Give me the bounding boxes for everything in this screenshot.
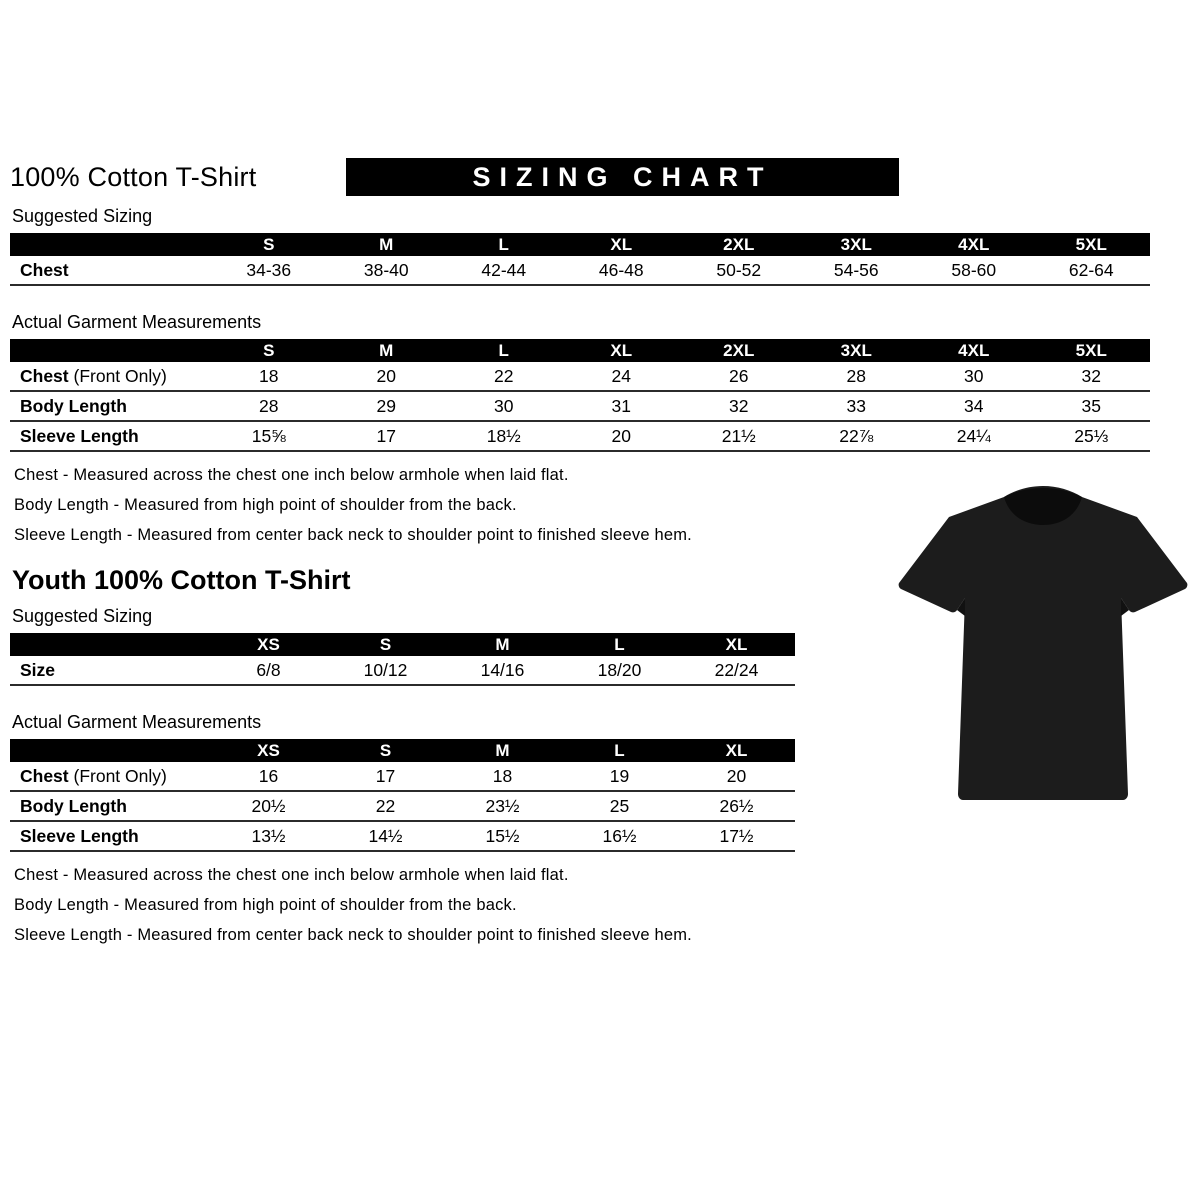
size-column-header: 2XL [680,233,798,256]
row-label: Size [10,656,210,685]
measurement-value: 20 [563,421,681,451]
row-label: Body Length [10,791,210,821]
row-label: Chest (Front Only) [10,762,210,791]
measurement-value: 10/12 [327,656,444,685]
size-column-header: M [328,233,446,256]
measurement-value: 31 [563,391,681,421]
measurement-value: 20 [678,762,795,791]
measurement-value: 26½ [678,791,795,821]
measurement-value: 24¼ [915,421,1033,451]
size-column-header: L [561,739,678,762]
youth-suggested-sizing-label: Suggested Sizing [12,606,153,626]
table-corner-cell [10,739,210,762]
note-chest: Chest - Measured across the chest one inch below armhole when laid flat. [14,866,569,884]
size-column-header: M [444,739,561,762]
tshirt-illustration [893,470,1193,830]
size-column-header: 3XL [798,233,916,256]
note-body-length: Body Length - Measured from high point of shoulder from the back. [14,496,517,514]
measurement-value: 35 [1033,391,1151,421]
table-row [10,391,1150,421]
size-column-header: XL [563,233,681,256]
measurement-value: 30 [915,362,1033,391]
size-column-header: L [561,633,678,656]
measurement-value: 22⅞ [798,421,916,451]
youth-section-title: Youth 100% Cotton T-Shirt [12,565,351,595]
size-column-header: 2XL [680,339,798,362]
size-column-header: 4XL [915,339,1033,362]
row-label: Body Length [10,391,210,421]
measurement-value: 42-44 [445,256,563,285]
measurement-value: 22/24 [678,656,795,685]
youth-suggested-sizing-table [10,633,795,686]
size-column-header: 5XL [1033,339,1151,362]
measurement-value: 19 [561,762,678,791]
measurement-value: 29 [328,391,446,421]
youth-actual-measurements-label: Actual Garment Measurements [12,712,262,732]
adult-section-title: 100% Cotton T-Shirt [10,161,257,192]
measurement-value: 20 [328,362,446,391]
table-row [10,791,795,821]
table-header-row [10,233,1150,256]
table-corner-cell [10,339,210,362]
measurement-value: 26 [680,362,798,391]
measurement-value: 25⅓ [1033,421,1151,451]
measurement-value: 22 [445,362,563,391]
page-header [10,158,1200,196]
table-corner-cell [10,233,210,256]
measurement-value: 14/16 [444,656,561,685]
measurement-value: 21½ [680,421,798,451]
sizing-chart-banner: SIZING CHART [346,158,899,196]
adult-actual-measurements-label: Actual Garment Measurements [12,312,262,332]
size-column-header: M [444,633,561,656]
youth-notes [10,866,1200,945]
measurement-value: 15½ [444,821,561,851]
size-column-header: 3XL [798,339,916,362]
size-column-header: XS [210,633,327,656]
table-header-row [10,633,795,656]
row-label: Sleeve Length [10,421,210,451]
tshirt-product-image [893,470,1193,830]
size-column-header: L [445,339,563,362]
measurement-value: 17 [327,762,444,791]
row-label: Chest [10,256,210,285]
table-corner-cell [10,633,210,656]
note-body-length: Body Length - Measured from high point of shoulder from the back. [14,896,517,914]
table-row [10,362,1150,391]
size-column-header: L [445,233,563,256]
measurement-value: 14½ [327,821,444,851]
table-row [10,762,795,791]
measurement-value: 18½ [445,421,563,451]
adult-suggested-sizing-table [10,233,1150,286]
measurement-value: 34-36 [210,256,328,285]
youth-actual-measurements-table [10,739,795,852]
measurement-value: 18 [444,762,561,791]
measurement-value: 34 [915,391,1033,421]
adult-actual-measurements-table [10,339,1150,452]
measurement-value: 25 [561,791,678,821]
measurement-value: 32 [680,391,798,421]
measurement-value: 46-48 [563,256,681,285]
row-label: Sleeve Length [10,821,210,851]
table-row [10,256,1150,285]
measurement-value: 38-40 [328,256,446,285]
measurement-value: 62-64 [1033,256,1151,285]
size-column-header: 5XL [1033,233,1151,256]
size-column-header: S [210,339,328,362]
size-column-header: XS [210,739,327,762]
measurement-value: 15⅝ [210,421,328,451]
measurement-value: 17½ [678,821,795,851]
measurement-value: 54-56 [798,256,916,285]
table-row [10,821,795,851]
measurement-value: 28 [798,362,916,391]
measurement-value: 30 [445,391,563,421]
size-column-header: XL [678,633,795,656]
measurement-value: 20½ [210,791,327,821]
measurement-value: 16 [210,762,327,791]
measurement-value: 22 [327,791,444,821]
measurement-value: 13½ [210,821,327,851]
tshirt-body [899,486,1188,800]
measurement-value: 50-52 [680,256,798,285]
size-column-header: S [327,739,444,762]
adult-suggested-sizing-label: Suggested Sizing [12,206,153,226]
measurement-value: 58-60 [915,256,1033,285]
measurement-value: 24 [563,362,681,391]
measurement-value: 18/20 [561,656,678,685]
measurement-value: 23½ [444,791,561,821]
measurement-value: 32 [1033,362,1151,391]
size-column-header: M [328,339,446,362]
table-row [10,656,795,685]
note-sleeve-length: Sleeve Length - Measured from center back neck to shoulder point to finished sleeve hem. [14,526,692,544]
note-sleeve-length: Sleeve Length - Measured from center back neck to shoulder point to finished sleeve hem. [14,926,692,944]
size-column-header: S [327,633,444,656]
table-header-row [10,339,1150,362]
measurement-value: 6/8 [210,656,327,685]
size-column-header: 4XL [915,233,1033,256]
row-label: Chest (Front Only) [10,362,210,391]
table-row [10,421,1150,451]
note-chest: Chest - Measured across the chest one inch below armhole when laid flat. [14,466,569,484]
size-column-header: XL [678,739,795,762]
size-column-header: S [210,233,328,256]
measurement-value: 17 [328,421,446,451]
measurement-value: 28 [210,391,328,421]
measurement-value: 16½ [561,821,678,851]
table-header-row [10,739,795,762]
size-column-header: XL [563,339,681,362]
measurement-value: 33 [798,391,916,421]
measurement-value: 18 [210,362,328,391]
